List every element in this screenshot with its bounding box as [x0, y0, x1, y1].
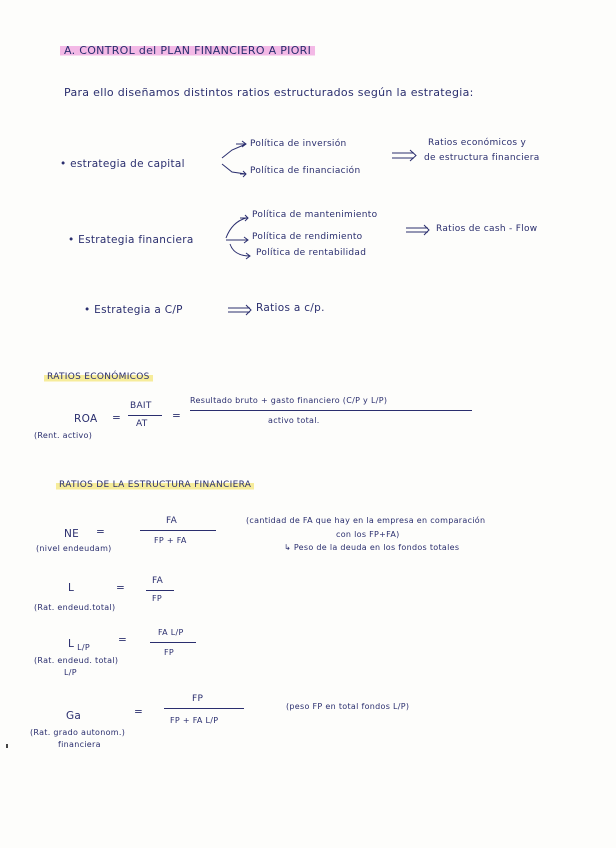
strategy-financial-label: • Estrategia financiera: [68, 234, 194, 246]
l-lhs: L: [68, 582, 75, 594]
ne-lhs: NE: [64, 528, 80, 540]
l-den: FP: [152, 594, 163, 603]
ga-note-2: financiera: [58, 740, 101, 749]
roa-lhs: ROA: [74, 413, 98, 425]
llp-equals: =: [118, 634, 128, 646]
structure-heading-text: RATIOS DE LA ESTRUCTURA FINANCIERA: [56, 480, 254, 490]
llp-note-2: L/P: [64, 668, 77, 677]
roa-equals-2: =: [172, 410, 182, 422]
branch-maintenance-policy: Política de mantenimiento: [252, 210, 378, 220]
economic-heading-text: RATIOS ECONÓMICOS: [44, 372, 153, 382]
branch-financing-policy: Política de financiación: [250, 166, 361, 176]
ga-note: (Rat. grado autonom.): [30, 728, 126, 737]
ne-note: (nivel endeudam): [36, 544, 112, 553]
structure-heading: [56, 480, 254, 490]
ga-fraction-line: [164, 708, 244, 709]
ga-comment: (peso FP en total fondos L/P): [286, 702, 410, 711]
llp-lhs-main: L: [68, 638, 75, 650]
ne-den: FP + FA: [154, 536, 187, 545]
l-note: (Rat. endeud.total): [34, 603, 116, 612]
ne-comment-2: con los FP+FA): [336, 530, 400, 539]
ne-num: FA: [166, 516, 178, 526]
result-financial-structure: de estructura financiera: [424, 153, 540, 163]
ne-fraction-line: [140, 530, 216, 531]
strategy-capital-label: • estrategia de capital: [60, 158, 185, 170]
roa-den-long: activo total.: [268, 416, 320, 425]
roa-note: (Rent. activo): [34, 431, 93, 440]
ne-equals: =: [96, 526, 106, 538]
roa-fraction-line-1: [128, 415, 162, 416]
branch-performance-policy: Política de rendimiento: [252, 232, 363, 242]
llp-note: (Rat. endeud. total): [34, 656, 119, 665]
result-short-term-ratios: Ratios a c/p.: [256, 302, 325, 314]
ga-lhs: Ga: [66, 710, 82, 722]
ga-den: FP + FA L/P: [170, 716, 219, 725]
llp-fraction-line: [150, 642, 196, 643]
branch-investment-policy: Política de inversión: [250, 139, 347, 149]
llp-lhs-sub: L/P: [77, 643, 91, 652]
intro-text: Para ello diseñamos distintos ratios estructurados según la estrategia:: [64, 86, 474, 99]
branch-profitability-policy: Política de rentabilidad: [256, 248, 367, 258]
l-equals: =: [116, 582, 126, 594]
llp-den: FP: [164, 648, 175, 657]
implies-arrow-icon: [392, 150, 416, 161]
ga-num: FP: [192, 694, 204, 704]
roa-fraction-line-2: [190, 410, 472, 411]
roa-num-bait: BAIT: [130, 401, 152, 411]
l-fraction-line: [146, 590, 174, 591]
economic-heading: [44, 372, 153, 382]
ne-comment-1: (cantidad de FA que hay en la empresa en comparación: [246, 516, 486, 525]
roa-den-at: AT: [136, 419, 148, 429]
l-num: FA: [152, 576, 164, 586]
result-cash-flow-ratios: Ratios de cash - Flow: [436, 224, 538, 234]
llp-num: FA L/P: [158, 628, 184, 637]
llp-lhs: [68, 638, 90, 650]
section-title-text: A. CONTROL del PLAN FINANCIERO A PIORI: [60, 44, 315, 57]
roa-equals-1: =: [112, 412, 122, 424]
margin-dot: [6, 744, 8, 748]
roa-num-long: Resultado bruto + gasto financiero (C/P y L/P): [190, 396, 388, 405]
ga-equals: =: [134, 706, 144, 718]
strategy-short-term-label: • Estrategia a C/P: [84, 304, 183, 316]
result-economic-ratios: Ratios económicos y: [428, 138, 527, 148]
ne-comment-3: ↳ Peso de la deuda en los fondos totales: [284, 543, 460, 552]
